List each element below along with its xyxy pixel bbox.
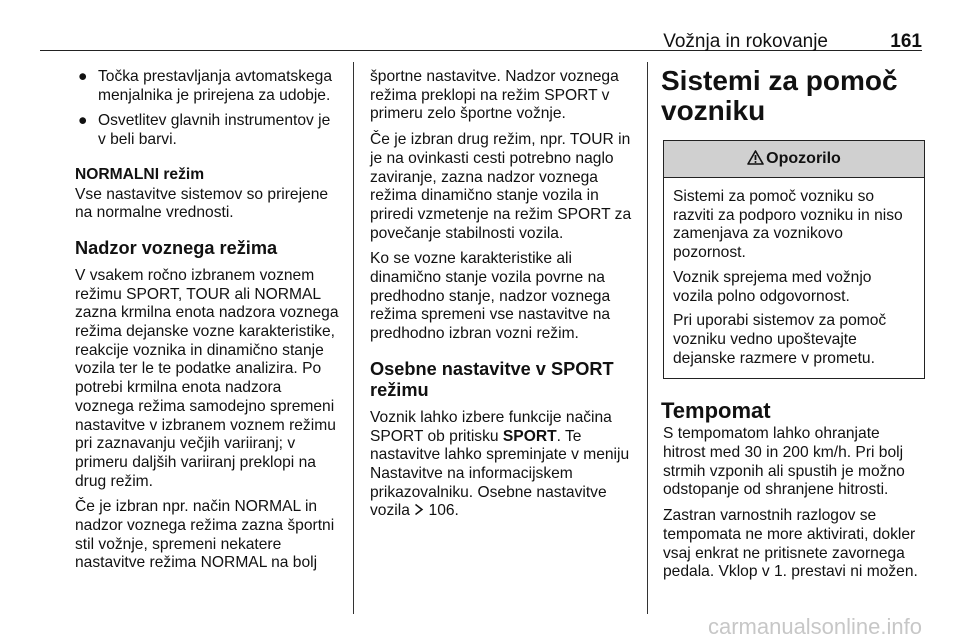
warning-title: Opozorilo	[766, 150, 841, 167]
bullet-item: ● Osvetlitev glavnih instrumentov je v beli barvi.	[78, 112, 331, 149]
column-2	[370, 68, 635, 528]
normal-mode-heading: NORMALNI režim	[75, 165, 205, 183]
warning-paragraph: Voznik sprejema med vožnjo vozila polno odgovornost.	[673, 268, 872, 305]
sport-continuation-text: športne nastavitve. Nadzor voznega režima preklopi na režim SPORT v primeru zelo športne vožnje.	[370, 68, 619, 123]
bullet-icon: ●	[78, 112, 88, 130]
tempomat-heading: Tempomat	[661, 398, 771, 424]
section-heading: Sistemi za pomoč vozniku	[661, 65, 898, 126]
column-3	[661, 65, 925, 589]
warning-triangle-icon	[747, 150, 764, 167]
tempomat-paragraph-2: Zastran varnostnih razlogov se tempomata ne more aktivirati, dokler vsaj enkrat ne pritisnete zavornega pedala. Vklop v 1. prestavi ni možen.	[663, 507, 918, 581]
tempomat-paragraph: S tempomatom lahko ohranjate hitrost med 30 in 200 km/h. Pri bolj strmih vzponih ali spustih je možno odstopanje od shranjene hitrosti.	[663, 425, 905, 499]
warning-box	[663, 140, 925, 379]
column-1	[75, 68, 341, 580]
page-reference-link[interactable]: 106.	[414, 502, 459, 519]
page-title: Vožnja in rokovanje	[663, 31, 828, 52]
page-number: 161	[890, 31, 922, 52]
normal-mode-text: Vse nastavitve sistemov so prirejene na normalne vrednosti.	[75, 185, 329, 222]
sport-settings-heading: Osebne nastavitve v SPORT režimu	[370, 358, 614, 400]
watermark: carmanualsonline.info	[707, 614, 922, 639]
drive-control-paragraph-2: Če je izbran npr. način NORMAL in nadzor voznega režima zazna športni stil vožnje, spremeni nekatere nastavitve režima NORMAL na bolj	[75, 498, 335, 572]
column-divider-left	[353, 62, 354, 614]
bullet-icon: ●	[78, 68, 88, 85]
reference-arrow-icon	[414, 502, 424, 519]
sport-settings-text: Voznik lahko izbere funkcije načina SPORT ob pritisku SPORT. Te nastavitve lahko spreminjate v meniju Nastavitve na informacijskem prikazovalniku. Osebne nastavitve vozila 106.	[370, 408, 630, 520]
warning-paragraph: Pri uporabi sistemov za pomoč vozniku vedno upoštevajte dejanske razmere v prometu.	[673, 312, 887, 367]
column-divider-right	[647, 62, 648, 614]
drive-control-heading: Nadzor voznega režima	[75, 237, 278, 258]
tour-mode-text: Če je izbran drug režim, npr. TOUR in je na ovinkasti cesti potrebno naglo zaviranje, zazna nadzor voznega režima dinamično stanje vozila in priredi vzmetenje na režim SPORT za povečanje stabilnosti vozila.	[370, 131, 632, 242]
warning-body	[664, 178, 924, 378]
sport-button-label: SPORT	[502, 427, 557, 445]
page-header	[40, 0, 922, 51]
drive-control-paragraph: V vsakem ročno izbranem voznem režimu SPORT, TOUR ali NORMAL zazna krmilna enota nadzora voznega režima dejanske vozne karakteristike, reakcije voznika in dinamično stanje vozila ter le te podatke analizira. Po potrebi krmilna enota nadzora voznega režima samodejno spremeni nastavitve v izbranem voznem režimu pri zaznavanju večjih variiranj; v primeru daljših variiranj preklopi na drug režim.	[75, 266, 339, 490]
restore-mode-text: Ko se vozne karakteristike ali dinamično stanje vozila povrne na predhodno stanje, nadzor voznega režima spremeni vse nastavitve na predhodno izbran vozni režim.	[370, 250, 611, 343]
bullet-item: ● Točka prestavljanja avtomatskega menjalnika je prirejena za udobje.	[78, 68, 333, 104]
warning-header	[664, 141, 924, 178]
warning-paragraph: Sistemi za pomoč vozniku so razviti za podporo vozniku in niso zamenjava za voznikovo pozornost.	[673, 188, 903, 262]
